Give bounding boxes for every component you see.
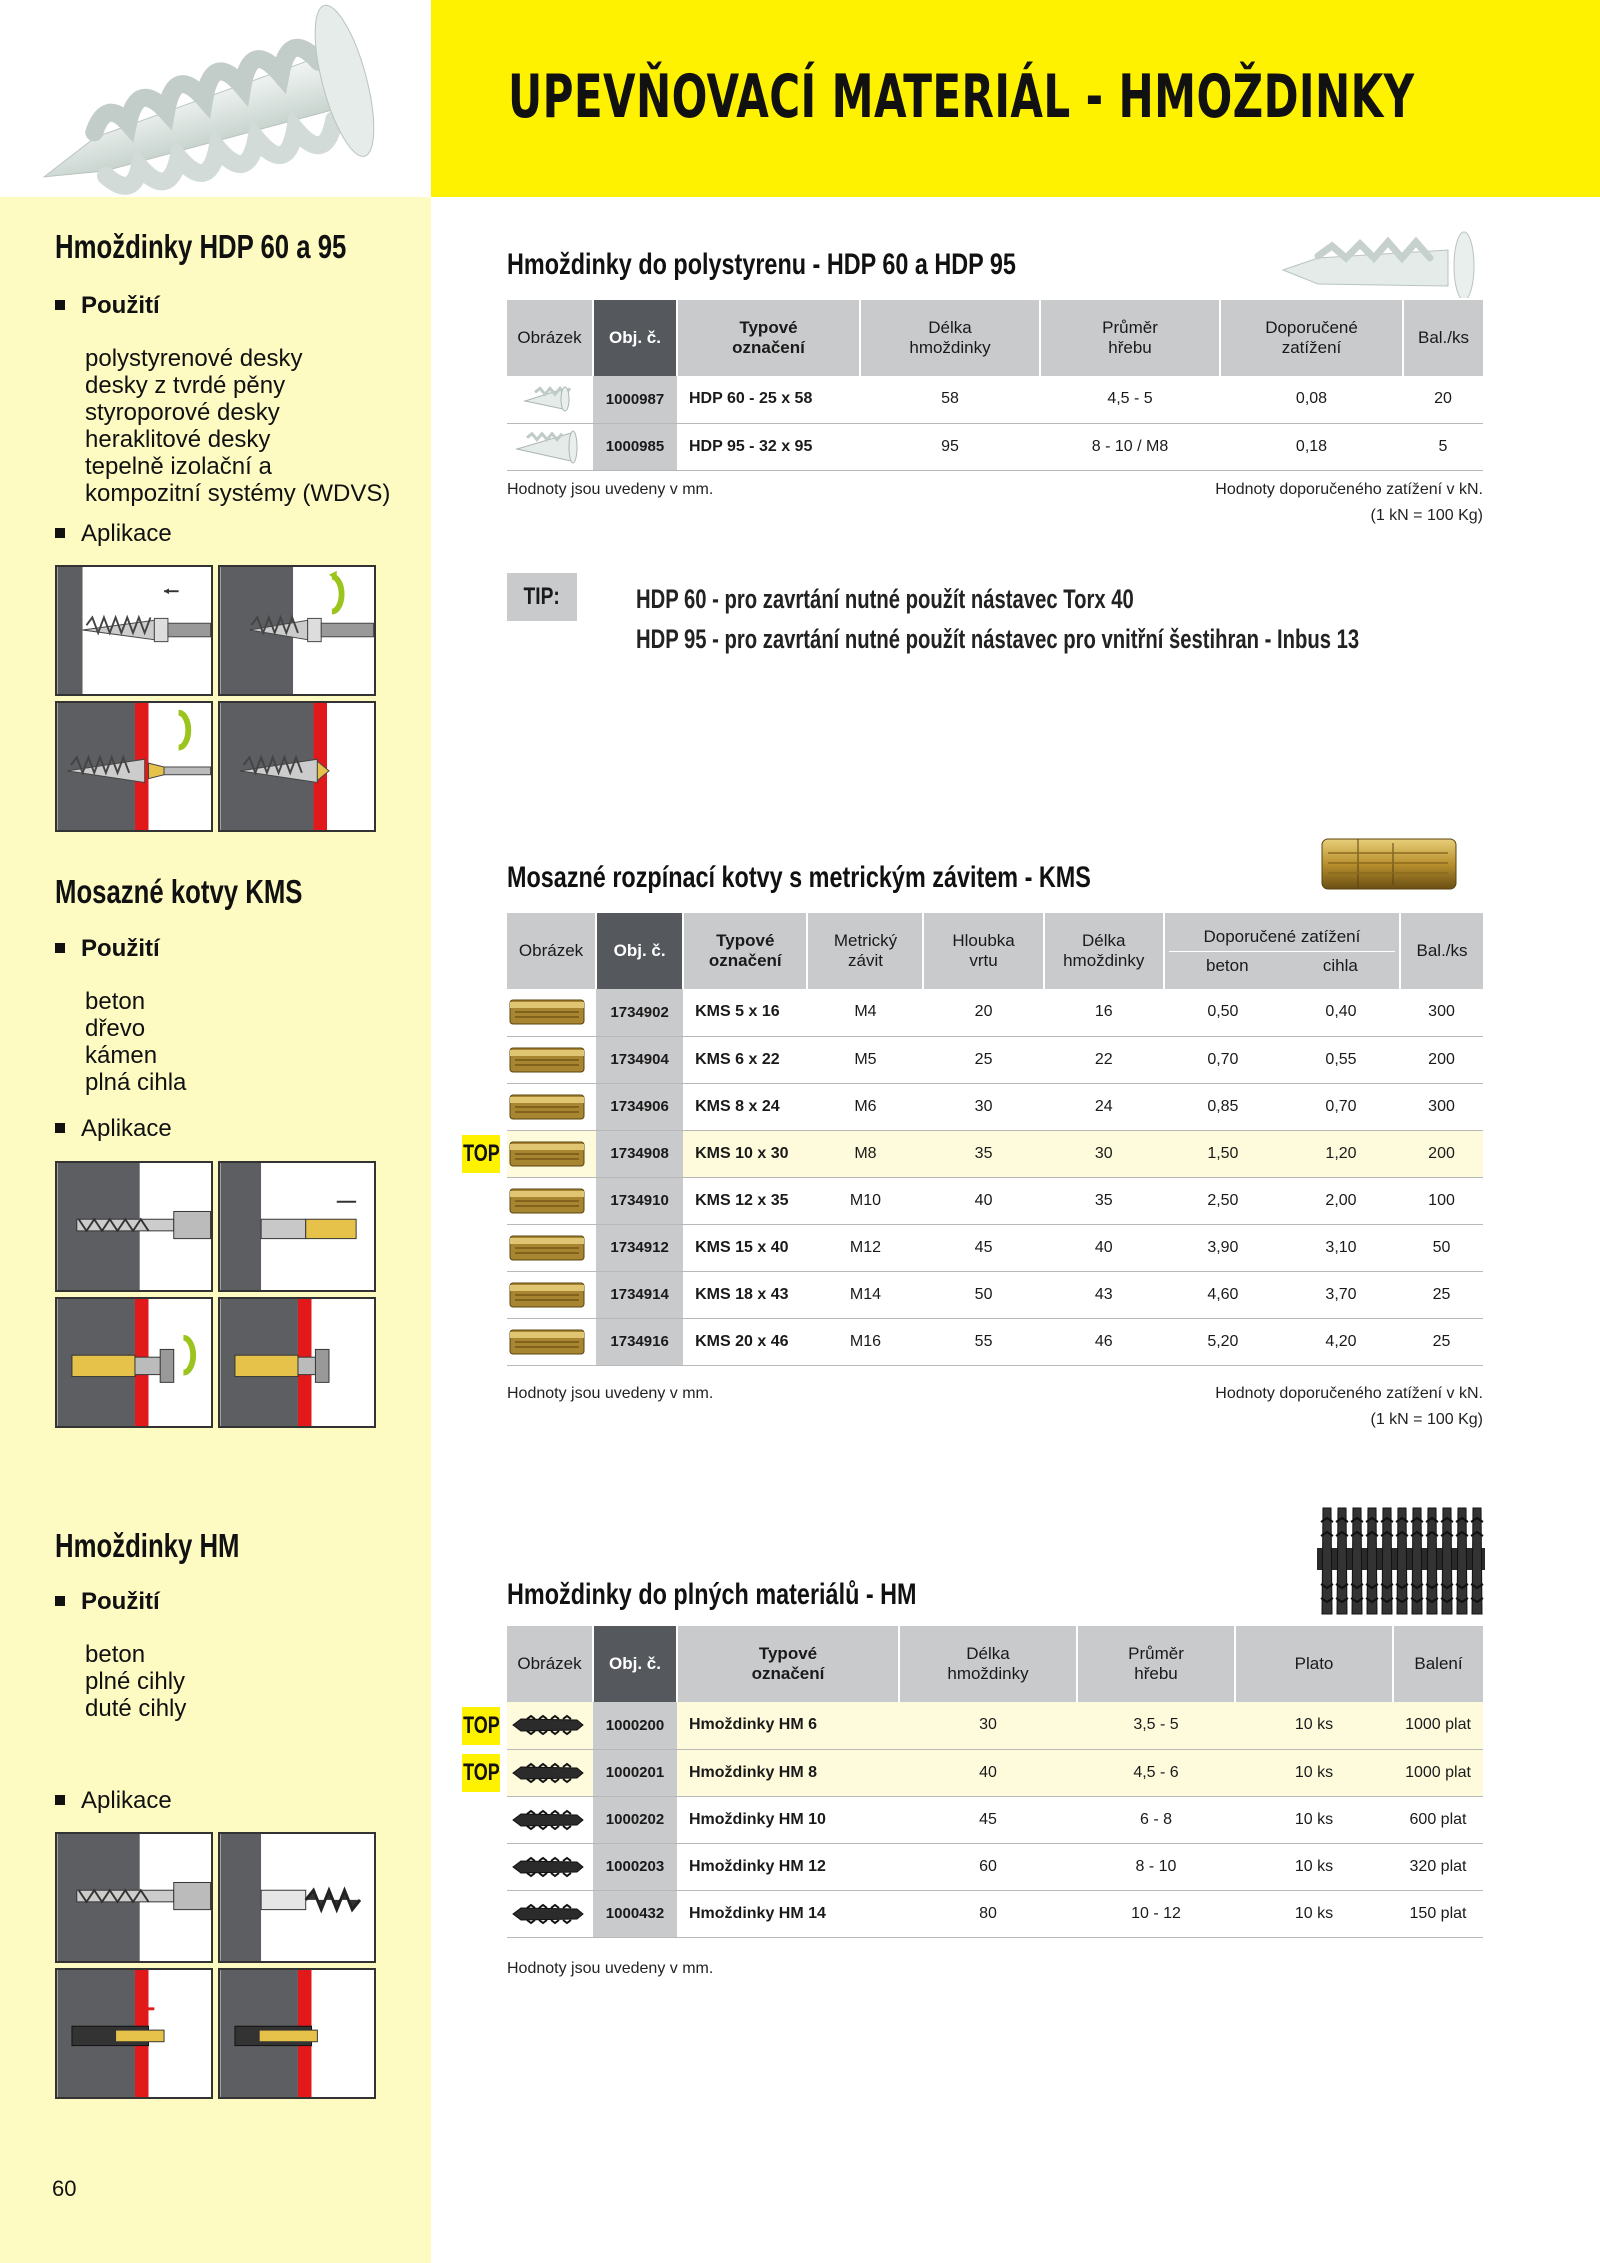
cell-hloubka: 40 (923, 1177, 1043, 1224)
cell-zavit: M4 (807, 989, 923, 1036)
obj-number: 1000201 (593, 1749, 677, 1796)
product-thumb (507, 989, 596, 1036)
cell-delka: 30 (1044, 1130, 1164, 1177)
page-title: UPEVŇOVACÍ MATERIÁL - HMOŽDINKY (508, 62, 1415, 132)
hm-table (507, 1626, 1483, 1938)
obj-number: 1734908 (596, 1130, 683, 1177)
cell-bal: 25 (1400, 1318, 1483, 1365)
diagram-step-1 (55, 1161, 213, 1292)
obj-number: 1000432 (593, 1890, 677, 1937)
table-header-row (507, 913, 1483, 989)
type-label: Hmoždinky HM 14 (677, 1890, 899, 1937)
obj-number: 1000203 (593, 1843, 677, 1890)
sidebar-use-list-hm (85, 1641, 186, 1722)
cell-delka: 22 (1044, 1036, 1164, 1083)
table-row (507, 1318, 1483, 1365)
top-badge: TOP (462, 1754, 500, 1792)
tip-line-1: HDP 60 - pro zavrtání nutné použít nástavec Torx 40 (636, 584, 1134, 614)
cell-plato: 10 ks (1235, 1843, 1393, 1890)
application-diagram-kms (55, 1161, 376, 1428)
cell-plato: 10 ks (1235, 1796, 1393, 1843)
type-label: Hmoždinky HM 10 (677, 1796, 899, 1843)
cell-delka: 35 (1044, 1177, 1164, 1224)
cell-prumer: 8 - 10 (1077, 1843, 1235, 1890)
type-label: KMS 12 x 35 (683, 1177, 807, 1224)
column-header: Doporučené zatížení beton cihla (1164, 913, 1400, 989)
obj-number: 1000987 (593, 376, 677, 423)
use-item: dřevo (85, 1015, 146, 1042)
cell-cihla: 3,10 (1325, 1238, 1357, 1256)
type-label: KMS 10 x 30 (683, 1130, 807, 1177)
cell-delka: 40 (1044, 1224, 1164, 1271)
cell-bal: 300 (1400, 1083, 1483, 1130)
product-thumb (507, 1749, 593, 1796)
page-number: 60 (52, 2176, 77, 2201)
table-header-row (507, 300, 1483, 376)
cell-cihla: 2,00 (1325, 1191, 1357, 1209)
plastic-screw-anchor-image (0, 0, 431, 197)
cell-zavit: M16 (807, 1318, 923, 1365)
obj-number: 1734904 (596, 1036, 683, 1083)
cell-zavit: M14 (807, 1271, 923, 1318)
column-header: Obj. č. (593, 1626, 677, 1702)
cell-beton: 2,50 (1207, 1191, 1239, 1209)
sidebar-app-label-hm: Aplikace (55, 1787, 172, 1815)
column-header: Hloubka vrtu (923, 913, 1043, 989)
sidebar-use-list-kms (85, 988, 186, 1096)
product-thumb (507, 1796, 593, 1843)
cell-zatizeni (1164, 1177, 1400, 1224)
application-diagram-hm (55, 1832, 376, 2099)
cell-beton: 0,85 (1207, 1097, 1239, 1115)
cell-delka: 45 (899, 1796, 1077, 1843)
cell-zatizeni (1164, 989, 1400, 1036)
cell-prumer: 4,5 - 6 (1077, 1749, 1235, 1796)
hm-thumb-image (507, 1710, 587, 1740)
cell-bal: 50 (1400, 1224, 1483, 1271)
hm-thumb-image (507, 1852, 587, 1882)
obj-number: 1734910 (596, 1177, 683, 1224)
table-row (507, 1890, 1483, 1937)
table-row (507, 423, 1483, 470)
cell-cihla: 0,55 (1325, 1050, 1357, 1068)
diagram-step-2 (218, 565, 376, 696)
product-thumb (507, 376, 593, 423)
section-title-kms: Mosazné rozpínací kotvy s metrickým závitem - KMS (507, 861, 1091, 894)
cell-delka: 95 (860, 423, 1040, 470)
column-header: Průměr hřebu (1040, 300, 1220, 376)
obj-number: 1734912 (596, 1224, 683, 1271)
cell-cihla: 0,40 (1325, 1003, 1357, 1021)
cell-bal: 20 (1403, 376, 1483, 423)
hdp-note-conversion: (1 kN = 100 Kg) (1370, 507, 1483, 524)
cell-baleni: 150 plat (1393, 1890, 1483, 1937)
sidebar-use-label-hm: Použití (55, 1588, 160, 1616)
cell-plato: 10 ks (1235, 1702, 1393, 1749)
cell-baleni: 1000 plat (1393, 1702, 1483, 1749)
kms-thumb-image (507, 1042, 587, 1078)
cell-beton: 0,50 (1207, 1003, 1239, 1021)
sidebar-app-label-hdp: Aplikace (55, 520, 172, 548)
kms-note-load: Hodnoty doporučeného zatížení v kN. (1215, 1385, 1483, 1402)
top-badge: TOP (462, 1135, 500, 1173)
cell-delka: 40 (899, 1749, 1077, 1796)
sub-header-beton: beton (1206, 955, 1249, 975)
sidebar-use-list-hdp (85, 345, 390, 507)
use-item: tepelně izolační a (85, 453, 272, 480)
diagram-step-4 (218, 1968, 376, 2099)
cell-delka: 58 (860, 376, 1040, 423)
sidebar-app-label-kms: Aplikace (55, 1115, 172, 1143)
kms-thumb-image (507, 1136, 587, 1172)
tip-line-2: HDP 95 - pro zavrtání nutné použít nástavec pro vnitřní šestihran - Inbus 13 (636, 624, 1360, 654)
hdp-thumb-image (507, 379, 587, 419)
cell-baleni: 320 plat (1393, 1843, 1483, 1890)
column-header: Obrázek (507, 300, 593, 376)
cell-zavit: M10 (807, 1177, 923, 1224)
column-header: Bal./ks (1403, 300, 1483, 376)
column-header: Typové označení (683, 913, 807, 989)
hdp-table (507, 300, 1483, 471)
cell-beton: 4,60 (1207, 1285, 1239, 1303)
sub-header-cihla: cihla (1322, 955, 1358, 975)
cell-bal: 200 (1400, 1036, 1483, 1083)
cell-zatizeni (1164, 1130, 1400, 1177)
cell-zavit: M12 (807, 1224, 923, 1271)
cell-bal: 5 (1403, 423, 1483, 470)
hm-note-units: Hodnoty jsou uvedeny v mm. (507, 1960, 714, 1977)
diagram-step-3 (55, 701, 213, 832)
diagram-step-3 (55, 1297, 213, 1428)
cell-hloubka: 35 (923, 1130, 1043, 1177)
cell-hloubka: 50 (923, 1271, 1043, 1318)
type-label: KMS 6 x 22 (683, 1036, 807, 1083)
table-row (507, 1224, 1483, 1271)
diagram-step-1 (55, 1832, 213, 1963)
cell-baleni: 600 plat (1393, 1796, 1483, 1843)
type-label: Hmoždinky HM 8 (677, 1749, 899, 1796)
cell-bal: 200 (1400, 1130, 1483, 1177)
hm-thumb-image (507, 1758, 587, 1788)
product-thumb (507, 1177, 596, 1224)
kms-note-conversion: (1 kN = 100 Kg) (1370, 1411, 1483, 1428)
sidebar-use-label-kms: Použití (55, 935, 160, 963)
cell-delka: 60 (899, 1843, 1077, 1890)
cell-prumer: 8 - 10 / M8 (1040, 423, 1220, 470)
cell-zatizeni: 0,18 (1220, 423, 1403, 470)
cell-zatizeni (1164, 1271, 1400, 1318)
type-label: Hmoždinky HM 6 (677, 1702, 899, 1749)
type-label: KMS 8 x 24 (683, 1083, 807, 1130)
obj-number: 1000200 (593, 1702, 677, 1749)
table-row (507, 1749, 1483, 1796)
obj-number: 1734906 (596, 1083, 683, 1130)
cell-beton: 5,20 (1207, 1332, 1239, 1350)
use-item: heraklitové desky (85, 426, 271, 453)
cell-zatizeni (1164, 1083, 1400, 1130)
type-label: KMS 15 x 40 (683, 1224, 807, 1271)
cell-delka: 30 (899, 1702, 1077, 1749)
type-label: KMS 5 x 16 (683, 989, 807, 1036)
sidebar-use-label-hdp: Použití (55, 292, 160, 320)
obj-number: 1000202 (593, 1796, 677, 1843)
table-row (507, 1177, 1483, 1224)
column-header: Bal./ks (1400, 913, 1483, 989)
use-item: beton (85, 988, 146, 1015)
table-row (507, 989, 1483, 1036)
column-header: Délka hmoždinky (860, 300, 1040, 376)
cell-beton: 3,90 (1207, 1238, 1239, 1256)
column-header: Plato (1235, 1626, 1393, 1702)
type-label: Hmoždinky HM 12 (677, 1843, 899, 1890)
cell-zatizeni (1164, 1224, 1400, 1271)
cell-cihla: 1,20 (1325, 1144, 1357, 1162)
obj-number: 1734916 (596, 1318, 683, 1365)
diagram-step-4 (218, 1297, 376, 1428)
cell-plato: 10 ks (1235, 1749, 1393, 1796)
table-row (507, 1271, 1483, 1318)
diagram-step-1 (55, 565, 213, 696)
kms-thumb-image (507, 1230, 587, 1266)
use-item: kompozitní systémy (WDVS) (85, 480, 391, 507)
column-header: Obj. č. (593, 300, 677, 376)
product-thumb (507, 1890, 593, 1937)
kms-thumb-image (507, 1324, 587, 1360)
sidebar-title-hm: Hmoždinky HM (55, 1527, 240, 1564)
column-header: Obrázek (507, 1626, 593, 1702)
cell-zatizeni (1164, 1036, 1400, 1083)
cell-bal: 100 (1400, 1177, 1483, 1224)
product-thumb (507, 1224, 596, 1271)
kms-table (507, 913, 1483, 1366)
use-item: plná cihla (85, 1069, 187, 1096)
cell-hloubka: 55 (923, 1318, 1043, 1365)
cell-bal: 300 (1400, 989, 1483, 1036)
type-label: KMS 20 x 46 (683, 1318, 807, 1365)
kms-thumb-image (507, 1277, 587, 1313)
column-header: Obj. č. (596, 913, 683, 989)
sidebar-title-kms: Mosazné kotvy KMS (55, 873, 303, 910)
type-label: HDP 95 - 32 x 95 (677, 423, 860, 470)
column-header: Délka hmoždinky (1044, 913, 1164, 989)
type-label: HDP 60 - 25 x 58 (677, 376, 860, 423)
product-thumb (507, 1130, 596, 1177)
cell-plato: 10 ks (1235, 1890, 1393, 1937)
product-thumb (507, 1083, 596, 1130)
type-label: KMS 18 x 43 (683, 1271, 807, 1318)
cell-hloubka: 30 (923, 1083, 1043, 1130)
cell-cihla: 4,20 (1325, 1332, 1357, 1350)
hdp-thumb-image (507, 427, 587, 467)
table-row (507, 1083, 1483, 1130)
cell-cihla: 0,70 (1325, 1097, 1357, 1115)
column-header: Délka hmoždinky (899, 1626, 1077, 1702)
cell-delka: 24 (1044, 1083, 1164, 1130)
obj-number: 1734914 (596, 1271, 683, 1318)
tip-badge: TIP: (507, 573, 577, 621)
hm-thumb-image (507, 1899, 587, 1929)
cell-cihla: 3,70 (1325, 1285, 1357, 1303)
section-title-hm: Hmoždinky do plných materiálů - HM (507, 1578, 917, 1611)
cell-hloubka: 20 (923, 989, 1043, 1036)
use-item: polystyrenové desky (85, 345, 303, 372)
kms-thumb-image (507, 994, 587, 1030)
cell-delka: 46 (1044, 1318, 1164, 1365)
use-item: desky z tvrdé pěny (85, 372, 286, 399)
cell-bal: 25 (1400, 1271, 1483, 1318)
column-header: Obrázek (507, 913, 596, 989)
top-badge: TOP (462, 1707, 500, 1745)
cell-delka: 16 (1044, 989, 1164, 1036)
table-row (507, 376, 1483, 423)
column-header: Typové označení (677, 1626, 899, 1702)
kms-product-image (1318, 833, 1460, 895)
cell-hloubka: 25 (923, 1036, 1043, 1083)
column-header: Balení (1393, 1626, 1483, 1702)
cell-hloubka: 45 (923, 1224, 1043, 1271)
cell-prumer: 3,5 - 5 (1077, 1702, 1235, 1749)
use-item: kámen (85, 1042, 158, 1069)
cell-baleni: 1000 plat (1393, 1749, 1483, 1796)
application-diagram-hdp (55, 565, 376, 832)
product-thumb (507, 1702, 593, 1749)
table-row (507, 1036, 1483, 1083)
column-header: Doporučené zatížení (1220, 300, 1403, 376)
hm-product-image (1315, 1502, 1487, 1620)
product-thumb (507, 1843, 593, 1890)
sidebar-title-hdp: Hmoždinky HDP 60 a 95 (55, 228, 347, 265)
diagram-step-2 (218, 1161, 376, 1292)
cell-beton: 0,70 (1207, 1050, 1239, 1068)
section-title-hdp: Hmoždinky do polystyrenu - HDP 60 a HDP 95 (507, 248, 1016, 281)
diagram-step-2 (218, 1832, 376, 1963)
table-row (507, 1796, 1483, 1843)
product-thumb (507, 1271, 596, 1318)
column-header: Metrický závit (807, 913, 923, 989)
cell-zatizeni (1164, 1318, 1400, 1365)
kms-thumb-image (507, 1183, 587, 1219)
use-item: styroporové desky (85, 399, 280, 426)
product-thumb (507, 1318, 596, 1365)
obj-number: 1734902 (596, 989, 683, 1036)
cell-prumer: 6 - 8 (1077, 1796, 1235, 1843)
kms-thumb-image (507, 1089, 587, 1125)
table-row (507, 1130, 1483, 1177)
hdp-note-load: Hodnoty doporučeného zatížení v kN. (1215, 481, 1483, 498)
table-header-row (507, 1626, 1483, 1702)
product-thumb (507, 423, 593, 470)
column-header: Typové označení (677, 300, 860, 376)
cell-prumer: 10 - 12 (1077, 1890, 1235, 1937)
cell-zatizeni: 0,08 (1220, 376, 1403, 423)
use-item: duté cihly (85, 1695, 187, 1722)
cell-zavit: M6 (807, 1083, 923, 1130)
table-row (507, 1702, 1483, 1749)
cell-prumer: 4,5 - 5 (1040, 376, 1220, 423)
hero-image-area (0, 0, 431, 197)
obj-number: 1000985 (593, 423, 677, 470)
hdp-note-units: Hodnoty jsou uvedeny v mm. (507, 481, 714, 498)
hm-thumb-image (507, 1805, 587, 1835)
cell-delka: 80 (899, 1890, 1077, 1937)
cell-zavit: M5 (807, 1036, 923, 1083)
cell-delka: 43 (1044, 1271, 1164, 1318)
diagram-step-4 (218, 701, 376, 832)
column-header: Průměr hřebu (1077, 1626, 1235, 1702)
kms-note-units: Hodnoty jsou uvedeny v mm. (507, 1385, 714, 1402)
hdp-product-image (1278, 228, 1482, 298)
table-row (507, 1843, 1483, 1890)
diagram-step-3 (55, 1968, 213, 2099)
use-item: beton (85, 1641, 146, 1668)
product-thumb (507, 1036, 596, 1083)
use-item: plné cihly (85, 1668, 186, 1695)
cell-zavit: M8 (807, 1130, 923, 1177)
cell-beton: 1,50 (1207, 1144, 1239, 1162)
